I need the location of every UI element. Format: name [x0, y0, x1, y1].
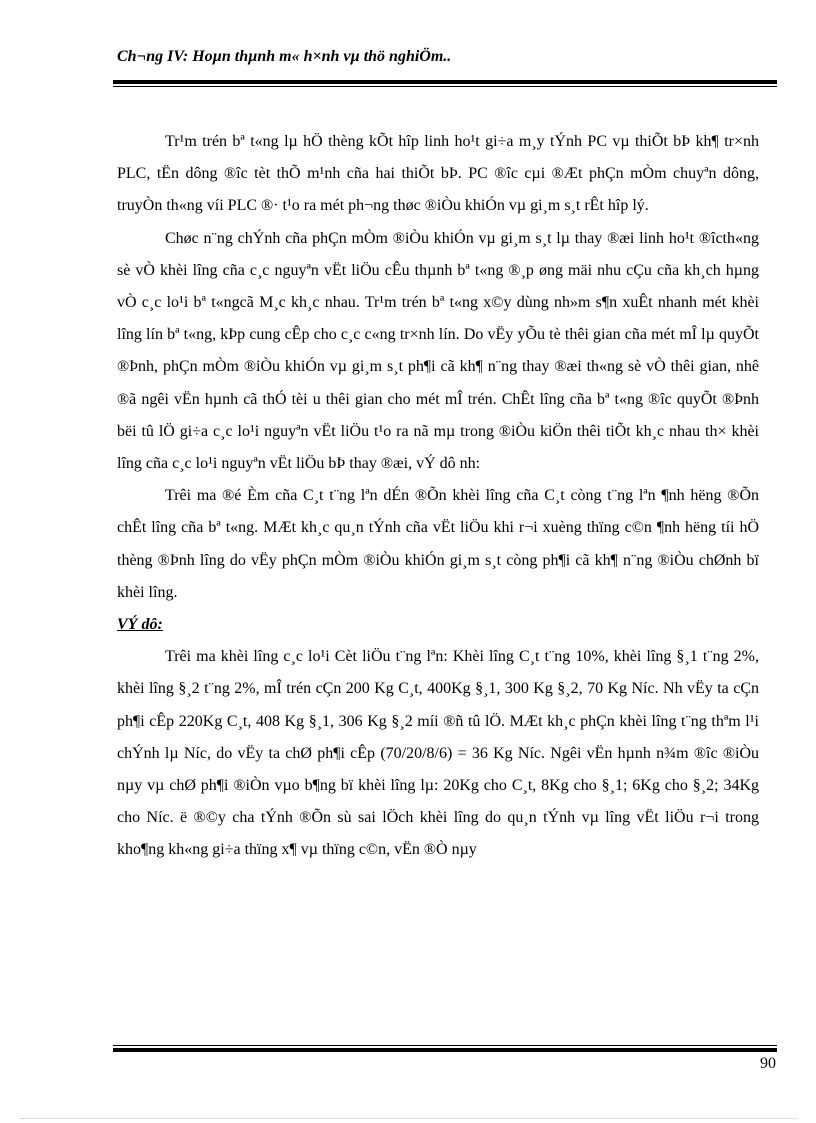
page-edge-divider — [20, 1118, 796, 1119]
body-paragraph: Chøc n¨ng chÝnh cña phÇn mÒm ®iÒu khiÓn vµ gi¸m s¸t lµ thay ®æi linh ho¹t ®îcth«ng sè vÒ khèi lîng cña c¸c nguyªn vËt liÖu cÊu thµnh bª t«ng ®¸p øng mäi nhu cÇu cña kh¸ch hµng vÒ c¸c lo¹i bª t«ngcã M¸c kh¸c nhau. Tr¹m trén bª t«ng x©y dùng nh»m s¶n xuÊt nhanh mét khèi lîng lín bª t«ng, kÞp cung cÊp cho c¸c c«ng tr×nh lín. Do vËy yÕu tè thêi gian cña mét mÎ lµ quyÕt ®Þnh, phÇn mÒm ®iÒu khiÓn vµ gi¸m s¸t ph¶i cã kh¶ n¨ng thay ®æi th«ng sè vÒ thêi gian, nhê ®ã ngêi vËn hµnh cã thÓ tèi u thêi gian cho mét mÎ trén. ChÊt lîng cña bª t«ng ®îc quyÕt ®Þnh bëi tû lÖ gi÷a c¸c lo¹i nguyªn vËt liÖu t¹o ra nã mµ trong ®iÒu kiÖn thêi tiÕt kh¸c nhau th× khèi lîng cña c¸c lo¹i nguyªn vËt liÖu bÞ thay ®æi, vÝ dô nh: — [117, 229, 759, 473]
header-rule-thick — [113, 80, 777, 84]
body-paragraph: Trêi ma ®é Èm cña C¸t t¨ng lªn dÉn ®Õn khèi lîng cña C¸t còng t¨ng lªn ¶nh hëng ®Õn chÊt lîng cña bª t«ng. MÆt kh¸c qu¸n tÝnh cña vËt liÖu khi r¬i xuèng thïng c©n ¶nh hëng tíi hÖ thèng ®Þnh lîng do vËy phÇn mÒm ®iÒu khiÓn gi¸m s¸t còng ph¶i cã kh¶ n¨ng ®iÒu chØnh bï khèi lîng. — [117, 487, 759, 601]
footer-rule-thick — [113, 1048, 777, 1052]
chapter-header: Ch¬ng IV: Hoµn thµnh m« h×nh vµ thö nghiÖm.. — [117, 48, 452, 65]
body-paragraph: Trêi ma khèi lîng c¸c lo¹i Cèt liÖu t¨ng lªn: Khèi lîng C¸t t¨ng 10%, khèi lîng §¸1 t¨ng 2%, khèi lîng §¸2 t¨ng 2%, mÎ trén cÇn 200 Kg C¸t, 400Kg §¸1, 300 Kg §¸2, 70 Kg Níc. Nh vËy ta cÇn ph¶i cÊp 220Kg C¸t, 408 Kg §¸1, 306 Kg §¸2 míi ®ñ tû lÖ. MÆt kh¸c phÇn khèi lîng t¨ng thªm l¹i chÝnh lµ Níc, do vËy ta chØ ph¶i cÊp (70/20/8/6) = 36 Kg Níc. Ngêi vËn hµnh n¾m ®îc ®iÒu nµy vµ chØ ph¶i ®iÒn vµo b¶ng bï khèi lîng lµ: 20Kg cho C¸t, 8Kg cho §¸1; 6Kg cho §¸2; 34Kg cho Níc. ë ®©y cha tÝnh ®Õn sù sai lÖch khèi lîng do qu¸n tÝnh vµ lîng vËt liÖu r¬i trong kho¶ng kh«ng gi÷a thïng x¶ vµ thïng c©n, vËn ®Ò nµy — [117, 648, 759, 859]
page-body — [117, 126, 759, 867]
header-rule-thin — [113, 86, 777, 87]
footer-rule-thin — [113, 1045, 777, 1046]
body-paragraph: Tr¹m trén bª t«ng lµ hÖ thèng kÕt hîp linh ho¹t gi÷a m¸y tÝnh PC vµ thiÕt bÞ kh¶ tr×nh PLC, tËn dông ®îc tèt thÕ m¹nh cña hai thiÕt bÞ. PC ®îc cµi ®Æt phÇn mÒm chuyªn dông, truyÒn th«ng víi PLC ®· t¹o ra mét ph¬ng thøc ®iÒu khiÓn vµ gi¸m s¸t rÊt hîp lý. — [117, 133, 759, 215]
page-number: 90 — [760, 1055, 776, 1072]
example-label: VÝ dô: — [117, 616, 163, 634]
